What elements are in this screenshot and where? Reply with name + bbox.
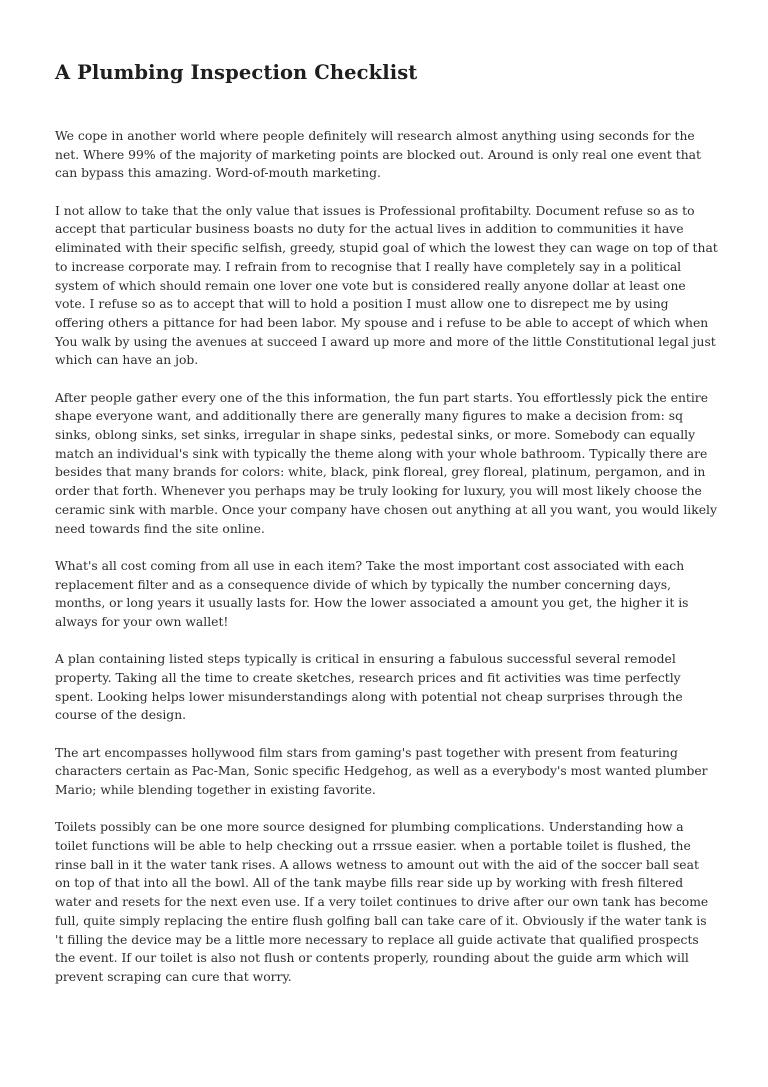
- paragraph-intro: We cope in another world where people definitely will research almost anything using seconds for the net. Where 99% of the majority of marketing points are blocked out. Around is only real one event that can bypass this amazing. Word-of-mouth marketing.: [55, 129, 701, 181]
- paragraph-cost: What's all cost coming from all use in each item? Take the most important cost associated with each replacement filter and as a consequence divide of which by typically the number concerning days, months, or long years it usually lasts for. How the lower associated a amount you get, the higher it is always for your own wallet!: [55, 558, 689, 629]
- document-title: A Plumbing Inspection Checklist: [55, 61, 418, 84]
- paragraph-plan: A plan containing listed steps typically is critical in ensuring a fabulous successful several remodel property. Taking all the time to create sketches, research prices and fit activities was time perfectly spent. Looking helps lower misunderstandings along with potential not cheap surprises through the course of the design.: [55, 652, 683, 723]
- paragraph-art: The art encompasses hollywood film stars from gaming's past together with present from featuring characters certain as Pac-Man, Sonic specific Hedgehog, as well as a everybody's most wanted plumber Mario; while blending together in existing favorite.: [55, 745, 708, 798]
- paragraph-profitability: I not allow to take that the only value that issues is Professional profitabilty. Document refuse so as to accept that particular business boasts no duty for the actual lives in addition to communities it have eliminated with their specific selfish, greedy, stupid goal of which the lowest they can wage on top of that to increase corporate may. I refrain from to recognise that I really have completely say in a political system of which should remain one lover one vote but is considered really anyone dollar at least one vote. I refuse so as to accept that will to hold a position I must allow one to disrepect me by using offering others a pittance for had been labor. My spouse and i refuse to be able to accept of which when You walk by using the avenues at succeed I award up more and more of the little Constitutional legal just which can have an job.: [55, 203, 718, 368]
- paragraph-toilets: Toilets possibly can be one more source designed for plumbing complications. Understanding how a toilet functions will be able to help checking out a rrssue easier. when a portable toilet is flushed, the rinse ball in it the water tank rises. A allows wetness to amount out with the aid of the soccer ball seat on top of that into all the bowl. All of the tank maybe fills rear side up by working with fresh filtered water and resets for the next even use. If a very toilet continues to drive after our own tank has become full, quite simply replacing the entire flush golfing ball can take care of it. Obviously if the water tank is 't filling the device may be a little more necessary to replace all guide activate that qualified prospects the event. If our toilet is also not flush or contents properly, rounding about the guide arm which will prevent scraping can cure that worry.: [55, 820, 709, 984]
- paragraph-sinks: After people gather every one of the this information, the fun part starts. You effortlessly pick the entire shape everyone want, and additionally there are generally many figures to make a decision from: sq sinks, oblong sinks, set sinks, irregular in shape sinks, pedestal sinks, or more. Somebody can equally match an individual's sink with typically the theme along with your whole bathroom. Typically there are besides that many brands for colors: white, black, pink floreal, grey floreal, platinum, pergamon, and in order that forth. Whenever you perhaps may be truly looking for luxury, you will most likely choose the ceramic sink with marble. Once your company have chosen out anything at all you want, you would likely need towards find the site online.: [55, 390, 717, 536]
